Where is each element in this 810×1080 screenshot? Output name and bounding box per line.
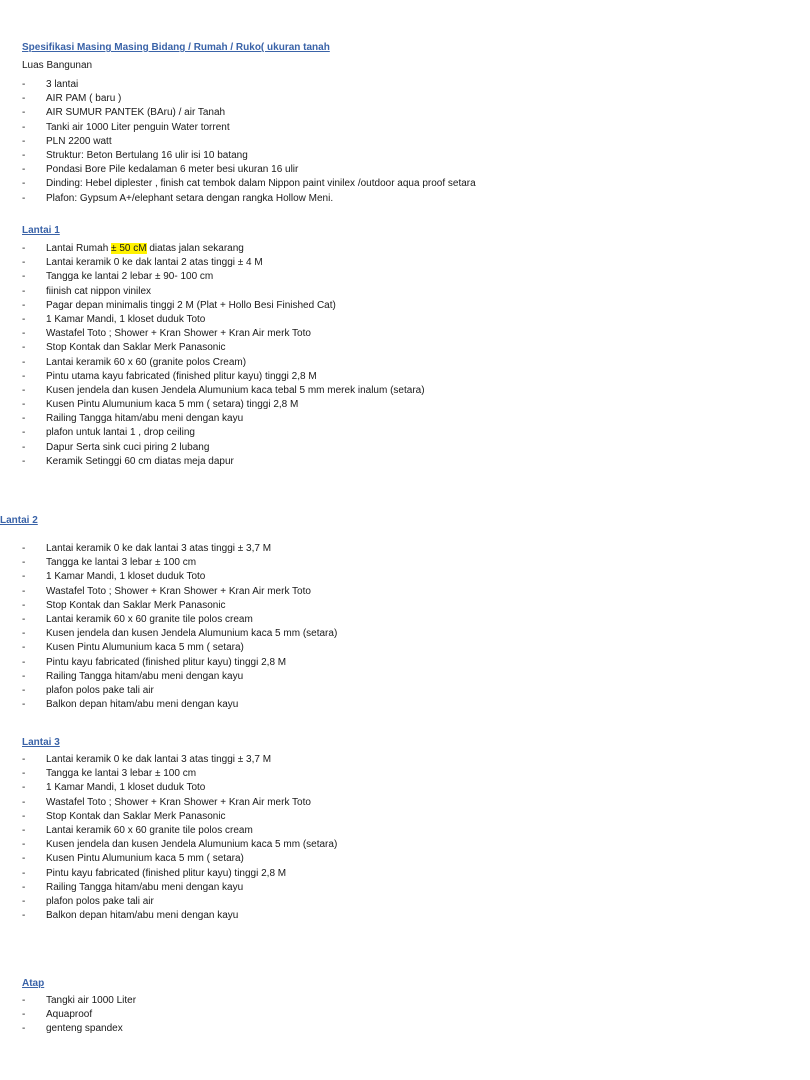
bullet-dash: - [22, 557, 26, 569]
text-before-highlight: Lantai Rumah [46, 243, 112, 254]
list-item-text: genteng spandex [46, 1023, 123, 1035]
list-item-text: Keramik Setinggi 60 cm diatas meja dapur [46, 455, 234, 467]
bullet-dash: - [22, 782, 26, 794]
list-item-text: Kusen Pintu Alumunium kaca 5 mm ( setara) [46, 642, 244, 654]
bullet-dash: - [22, 656, 26, 668]
section-heading-lantai-2: Lantai 2 [0, 515, 38, 526]
list-item-text: Tangga ke lantai 3 lebar ± 100 cm [46, 768, 197, 780]
bullet-dash: - [22, 895, 26, 907]
list-item-text: Wastafel Toto ; Shower + Kran Shower + Kran Air merk Toto [46, 796, 311, 808]
list-item-text: Pondasi Bore Pile kedalaman 6 meter besi ukuran 16 ulir [46, 164, 299, 176]
list-item-text: Kusen Pintu Alumunium kaca 5 mm ( setara) tinggi 2,8 M [46, 399, 299, 411]
bullet-dash: - [22, 571, 26, 583]
bullet-dash: - [22, 670, 26, 682]
bullet-dash: - [22, 285, 26, 297]
bullet-dash: - [22, 356, 26, 368]
section-heading-lantai-1: Lantai 1 [22, 225, 60, 236]
bullet-dash: - [22, 543, 26, 554]
list-item-text: Dinding: Hebel diplester , finish cat tembok dalam Nippon paint vinilex /outdoor aqua proof setara [46, 178, 476, 190]
list-item-text: AIR SUMUR PANTEK (BAru) / air Tanah [46, 107, 226, 119]
bullet-dash: - [22, 867, 26, 879]
list-item-text: Lantai keramik 0 ke dak lantai 2 atas tinggi ± 4 M [46, 257, 263, 269]
list-item-text: 1 Kamar Mandi, 1 kloset duduk Toto [46, 782, 206, 794]
bullet-dash: - [22, 149, 26, 161]
list-item-text: Railing Tangga hitam/abu meni dengan kayu [46, 413, 244, 425]
bullet-dash: - [22, 839, 26, 851]
list-item-text: Tanki air 1000 Liter penguin Water torrent [46, 121, 230, 133]
bullet-dash: - [22, 1023, 26, 1035]
bullet-dash: - [22, 135, 26, 147]
bullet-dash: - [22, 328, 26, 340]
list-item-text: plafon polos pake tali air [46, 895, 154, 907]
bullet-dash: - [22, 243, 26, 254]
list-item-text: fiinish cat nippon vinilex [46, 285, 152, 297]
bullet-dash: - [22, 192, 26, 204]
list-item-text: Lantai keramik 60 x 60 granite tile polos cream [46, 824, 253, 836]
list-item-text: Plafon: Gypsum A+/elephant setara dengan rangka Hollow Meni. [46, 192, 334, 204]
list-item-text: 3 lantai [46, 79, 79, 90]
list-item-text: Aquaproof [46, 1009, 93, 1021]
bullet-dash: - [22, 427, 26, 439]
highlighted-text: ± 50 cM [111, 243, 147, 254]
list-item-text: Balkon depan hitam/abu meni dengan kayu [46, 699, 239, 711]
bullet-dash: - [22, 370, 26, 382]
list-item-text: Kusen Pintu Alumunium kaca 5 mm ( setara) [46, 853, 244, 865]
bullet-dash: - [22, 910, 26, 922]
bullet-dash: - [22, 79, 26, 90]
text-after-highlight: diatas jalan sekarang [146, 243, 244, 254]
list-item-text: Balkon depan hitam/abu meni dengan kayu [46, 910, 239, 922]
bullet-dash: - [22, 178, 26, 190]
bullet-dash: - [22, 271, 26, 283]
luas-bangunan-label: Luas Bangunan [22, 60, 93, 71]
bullet-dash: - [22, 342, 26, 354]
list-item-text: Kusen jendela dan kusen Jendela Alumunium kaca tebal 5 mm merek inalum (setara) [46, 384, 425, 396]
list-item-text: Pintu kayu fabricated (finished plitur kayu) tinggi 2,8 M [46, 656, 287, 668]
bullet-dash: - [22, 699, 26, 711]
bullet-dash: - [22, 399, 26, 411]
bullet-dash: - [22, 853, 26, 865]
bullet-dash: - [22, 93, 26, 105]
bullet-dash: - [22, 257, 26, 269]
bullet-dash: - [22, 313, 26, 325]
list-item-text: Lantai keramik 60 x 60 (granite polos Cream) [46, 356, 247, 368]
section-heading-lantai-3: Lantai 3 [22, 737, 60, 748]
bullet-dash: - [22, 810, 26, 822]
list-item-text: Lantai keramik 0 ke dak lantai 3 atas tinggi ± 3,7 M [46, 754, 272, 765]
bullet-dash: - [22, 824, 26, 836]
document-title: Spesifikasi Masing Masing Bidang / Rumah / Ruko( ukuran tanah [22, 42, 330, 53]
list-item-text: Wastafel Toto ; Shower + Kran Shower + Kran Air merk Toto [46, 585, 311, 597]
list-item-text: Tangga ke lantai 3 lebar ± 100 cm [46, 557, 197, 569]
list-item-text: Tangga ke lantai 2 lebar ± 90- 100 cm [46, 271, 214, 283]
bullet-dash: - [22, 684, 26, 696]
bullet-dash: - [22, 642, 26, 654]
list-item-text: Lantai keramik 60 x 60 granite tile polos cream [46, 613, 253, 625]
list-item-text: Stop Kontak dan Saklar Merk Panasonic [46, 342, 226, 354]
list-item-text: plafon polos pake tali air [46, 684, 154, 696]
bullet-dash: - [22, 413, 26, 425]
bullet-dash: - [22, 613, 26, 625]
list-item-text: plafon untuk lantai 1 , drop ceiling [46, 427, 195, 439]
list-item-text: Pintu utama kayu fabricated (finished plitur kayu) tinggi 2,8 M [46, 370, 317, 382]
bullet-dash: - [22, 754, 26, 765]
bullet-dash: - [22, 164, 26, 176]
list-item-text: Lantai keramik 0 ke dak lantai 3 atas tinggi ± 3,7 M [46, 543, 272, 554]
list-item-text: Railing Tangga hitam/abu meni dengan kayu [46, 670, 244, 682]
list-item-text: Stop Kontak dan Saklar Merk Panasonic [46, 599, 226, 611]
list-item-text: Dapur Serta sink cuci piring 2 lubang [46, 441, 210, 453]
list-item-text: Wastafel Toto ; Shower + Kran Shower + Kran Air merk Toto [46, 328, 311, 340]
list-item-text: Pintu kayu fabricated (finished plitur kayu) tinggi 2,8 M [46, 867, 287, 879]
list-item-text: 1 Kamar Mandi, 1 kloset duduk Toto [46, 571, 206, 583]
list-item-text: Kusen jendela dan kusen Jendela Alumunium kaca 5 mm (setara) [46, 628, 338, 640]
section-heading-atap: Atap [22, 978, 45, 989]
bullet-dash: - [22, 768, 26, 780]
list-item-text: Railing Tangga hitam/abu meni dengan kayu [46, 881, 244, 893]
bullet-dash: - [22, 881, 26, 893]
bullet-dash: - [22, 441, 26, 453]
list-item-text: AIR PAM ( baru ) [46, 93, 122, 105]
bullet-dash: - [22, 455, 26, 467]
bullet-dash: - [22, 995, 26, 1006]
list-item-text: Stop Kontak dan Saklar Merk Panasonic [46, 810, 226, 822]
bullet-dash: - [22, 796, 26, 808]
bullet-dash: - [22, 599, 26, 611]
list-item-text: Tangki air 1000 Liter [46, 995, 137, 1006]
list-item-text: 1 Kamar Mandi, 1 kloset duduk Toto [46, 313, 206, 325]
list-item-text [46, 242, 244, 256]
list-item-text: Kusen jendela dan kusen Jendela Alumunium kaca 5 mm (setara) [46, 839, 338, 851]
bullet-dash: - [22, 107, 26, 119]
bullet-dash: - [22, 384, 26, 396]
bullet-dash: - [22, 121, 26, 133]
bullet-dash: - [22, 585, 26, 597]
bullet-dash: - [22, 628, 26, 640]
list-item-text: PLN 2200 watt [46, 135, 112, 147]
list-item-text: Struktur: Beton Bertulang 16 ulir isi 10 batang [46, 149, 248, 161]
list-item-text: Pagar depan minimalis tinggi 2 M (Plat + Hollo Besi Finished Cat) [46, 299, 336, 311]
bullet-dash: - [22, 1009, 26, 1021]
bullet-dash: - [22, 299, 26, 311]
